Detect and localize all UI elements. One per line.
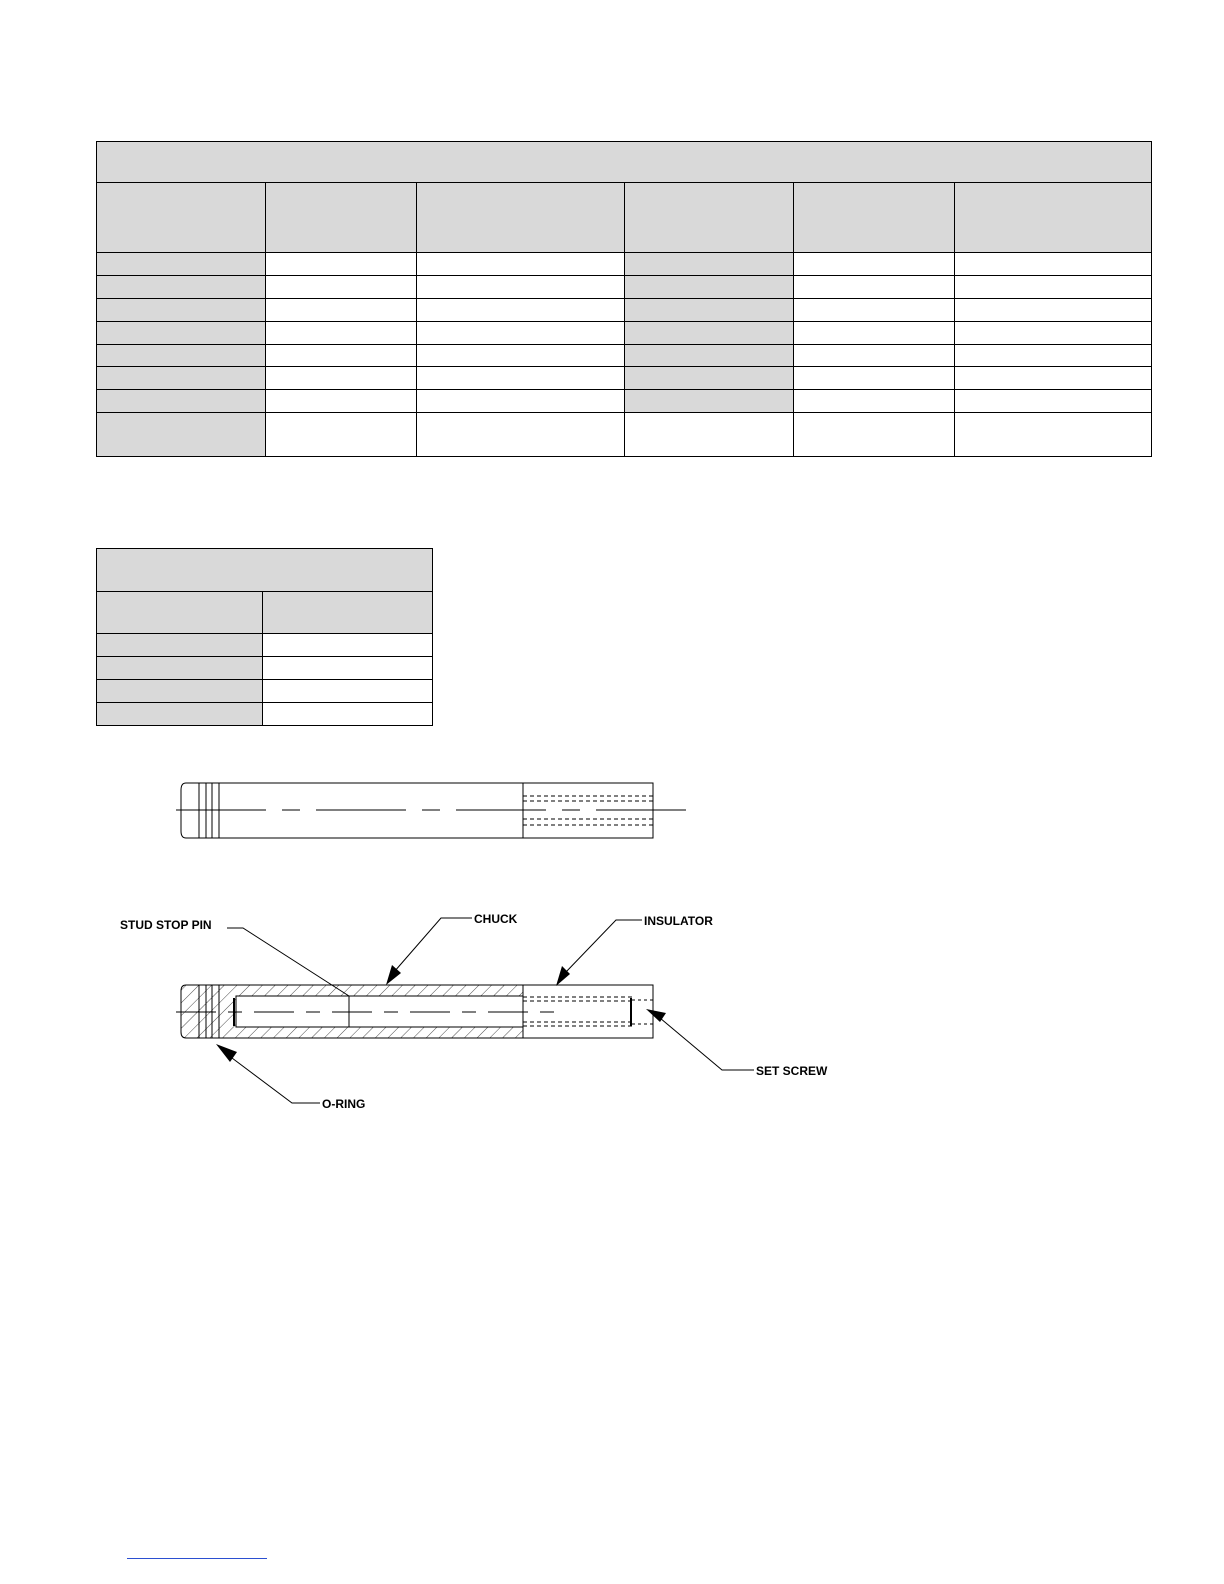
leader-chuck [386, 918, 472, 985]
chuck-section-view [176, 985, 653, 1038]
label-chuck: CHUCK [474, 912, 518, 926]
leader-o-ring [216, 1044, 320, 1103]
leader-insulator [556, 920, 642, 986]
footer-link-underline[interactable] [127, 1558, 267, 1559]
label-insulator: INSULATOR [644, 914, 713, 928]
chuck-side-view [176, 783, 688, 838]
label-set-screw: SET SCREW [756, 1064, 828, 1078]
label-stud-stop-pin: STUD STOP PIN [120, 918, 212, 932]
label-o-ring: O-RING [322, 1097, 366, 1111]
leader-set-screw [646, 1009, 754, 1070]
